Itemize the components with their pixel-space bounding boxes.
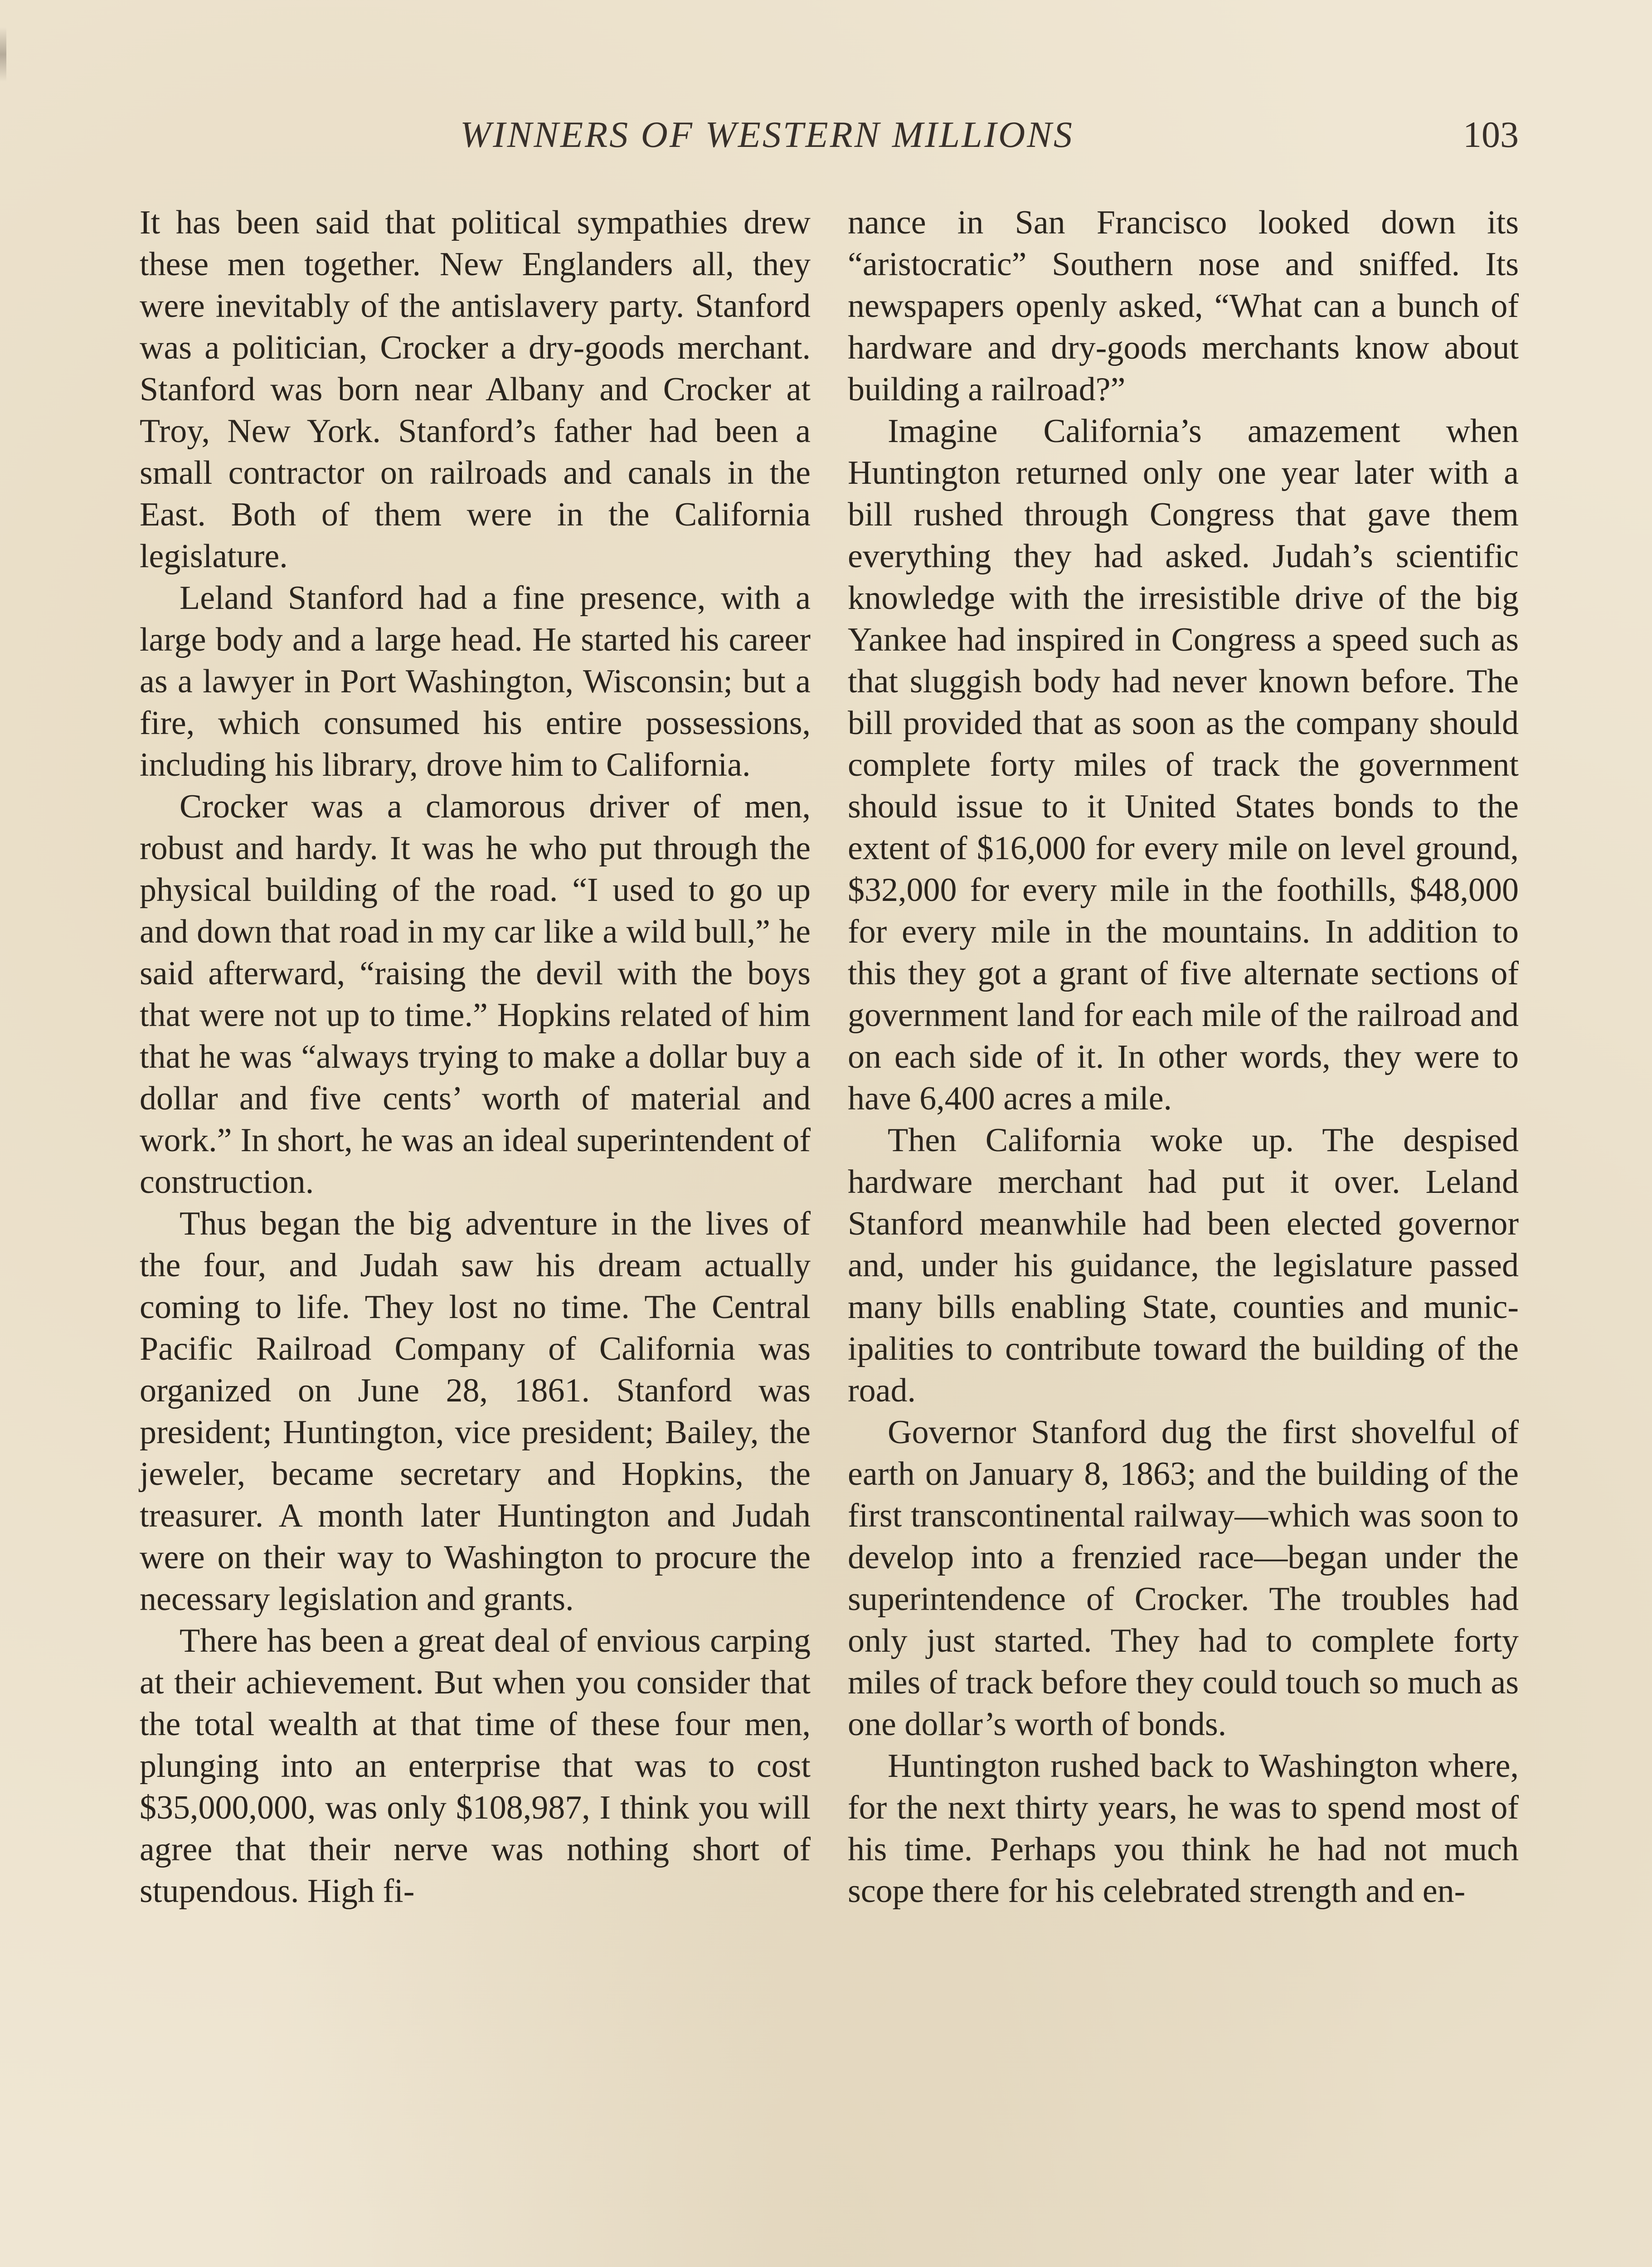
left-column bbox=[140, 202, 811, 1912]
right-column bbox=[848, 202, 1519, 1912]
paragraph: nance in San Francisco looked down its “aristocratic” Southern nose and sniffed. Its newspapers openly asked, “What can a bunch of hardware and dry-goods merchants know about building a railroad?” bbox=[848, 204, 1519, 408]
paragraph: It has been said that political sympathies drew these men together. New Englanders all, they were inevitably of the antislavery party. Stanford was a politician, Crocker a dry-goods merchant. Stanford was born near Albany and Crocker at Troy, New York. Stanford’s father had been a small contractor on railroads and canals in the East. Both of them were in the California legislature. bbox=[140, 204, 811, 575]
page-header bbox=[127, 113, 1519, 168]
paragraph: Imagine California’s amazement when Huntington returned only one year later with a bill rushed through Congress that gave them everything they had asked. Judah’s scientific knowledge with the irresistible drive of the big Yankee had inspired in Congress a speed such as that sluggish body had never known before. The bill provided that as soon as the company should complete forty miles of track the government should issue to it United States bonds to the extent of $16,000 for every mile on level ground, $32,000 for every mile in the foothills, $48,000 for every mile in the mountains. In addition to this they got a grant of five alternate sections of government land for each mile of the railroad and on each side of it. In other words, they were to have 6,400 acres a mile. bbox=[848, 413, 1519, 1117]
paragraph: Leland Stanford had a fine presence, with a large body and a large head. He started his career as a lawyer in Port Washington, Wisconsin; but a fire, which consumed his entire possessions, including his library, drove him to California. bbox=[140, 579, 811, 783]
paragraph: Huntington rushed back to Washington where, for the next thirty years, he was to spend most of his time. Perhaps you think he had not much scope there for his celebrated strength and en- bbox=[848, 1747, 1519, 1910]
page-edge-mark bbox=[0, 27, 6, 82]
paragraph: Then California woke up. The despised hardware merchant had put it over. Leland Stanford meanwhile had been elected governor and, under his guidance, the legislature passed many bills enabling State, counties and municipalities to contribute toward the building of the road. bbox=[848, 1122, 1519, 1409]
running-head: WINNERS OF WESTERN MILLIONS bbox=[460, 114, 1074, 155]
paragraph: Crocker was a clamorous driver of men, robust and hardy. It was he who put through the physical building of the road. “I used to go up and down that road in my car like a wild bull,” he said afterward, “raising the devil with the boys that were not up to time.” Hopkins related of him that he was “always trying to make a dollar buy a dollar and five cents’ worth of material and work.” In short, he was an ideal superintendent of construction. bbox=[140, 788, 811, 1201]
paragraph: Thus began the big adventure in the lives of the four, and Judah saw his dream actually coming to life. They lost no time. The Central Pacific Railroad Company of California was organized on June 28, 1861. Stanford was president; Huntington, vice president; Bailey, the jeweler, became secretary and Hopkins, the treasurer. A month later Huntington and Judah were on their way to Washington to procure the necessary legislation and grants. bbox=[140, 1205, 811, 1618]
paragraph: Governor Stanford dug the first shovelful of earth on January 8, 1863; and the building of the first transcontinental railway—which was soon to develop into a frenzied race—began under the superintendence of Crocker. The troubles had only just started. They had to complete forty miles of track before they could touch so much as one dollar’s worth of bonds. bbox=[848, 1414, 1519, 1743]
page-number: 103 bbox=[1463, 114, 1519, 155]
paragraph: There has been a great deal of envious carping at their achievement. But when you consider that the total wealth at that time of these four men, plunging into an enterprise that was to cost $35,000,000, was only $108,987, I think you will agree that their nerve was nothing short of stupendous. High fi- bbox=[140, 1622, 811, 1910]
